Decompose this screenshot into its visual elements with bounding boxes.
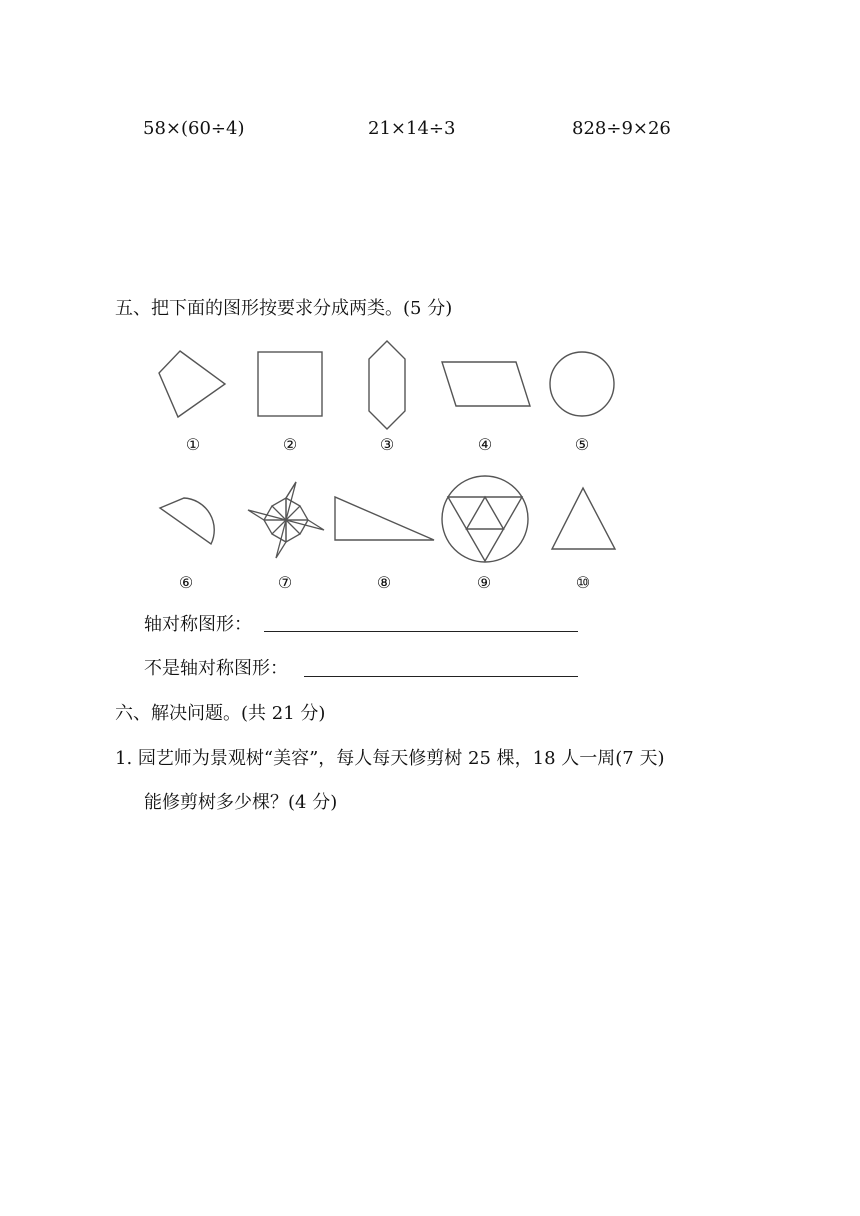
section-6-title: 六、解决问题。(共 21 分) (115, 703, 326, 724)
circle-icon (547, 350, 617, 420)
expression-1: 58×(60÷4) (143, 118, 245, 139)
elongated-hexagon-icon (366, 339, 410, 431)
shape-label-6: ⑥ (178, 573, 194, 592)
expression-2: 21×14÷3 (368, 118, 456, 139)
shape-label-7: ⑦ (277, 573, 293, 592)
shape-label-8: ⑧ (376, 573, 392, 592)
section-5-title: 五、把下面的图形按要求分成两类。(5 分) (115, 298, 453, 319)
symmetric-answer-line[interactable] (264, 631, 578, 632)
square-icon (256, 350, 324, 418)
question-1-line-2: 能修剪树多少棵？(4 分) (144, 792, 338, 813)
shape-label-4: ④ (477, 435, 493, 454)
right-triangle-icon (332, 494, 438, 544)
expression-3: 828÷9×26 (572, 118, 671, 139)
circle-with-inscribed-triangles-icon (440, 474, 530, 564)
pinwheel-icon (244, 478, 328, 562)
shape-label-9: ⑨ (476, 573, 492, 592)
shape-label-5: ⑤ (574, 435, 590, 454)
equilateral-triangle-icon (549, 485, 619, 553)
non-symmetric-answer-line[interactable] (304, 676, 578, 677)
question-1-line-1: 1. 园艺师为景观树“美容”，每人每天修剪树 25 棵，18 人一周(7 天) (115, 748, 665, 769)
shape-label-3: ③ (379, 435, 395, 454)
parallelogram-icon (438, 358, 534, 410)
symmetric-label: 轴对称图形： (144, 614, 252, 635)
shape-label-2: ② (282, 435, 298, 454)
shape-label-1: ① (185, 435, 201, 454)
fan-sector-icon (156, 496, 218, 548)
kite-quadrilateral-icon (155, 348, 230, 423)
non-symmetric-label: 不是轴对称图形： (144, 658, 288, 679)
shape-label-10: ⑩ (575, 573, 591, 592)
